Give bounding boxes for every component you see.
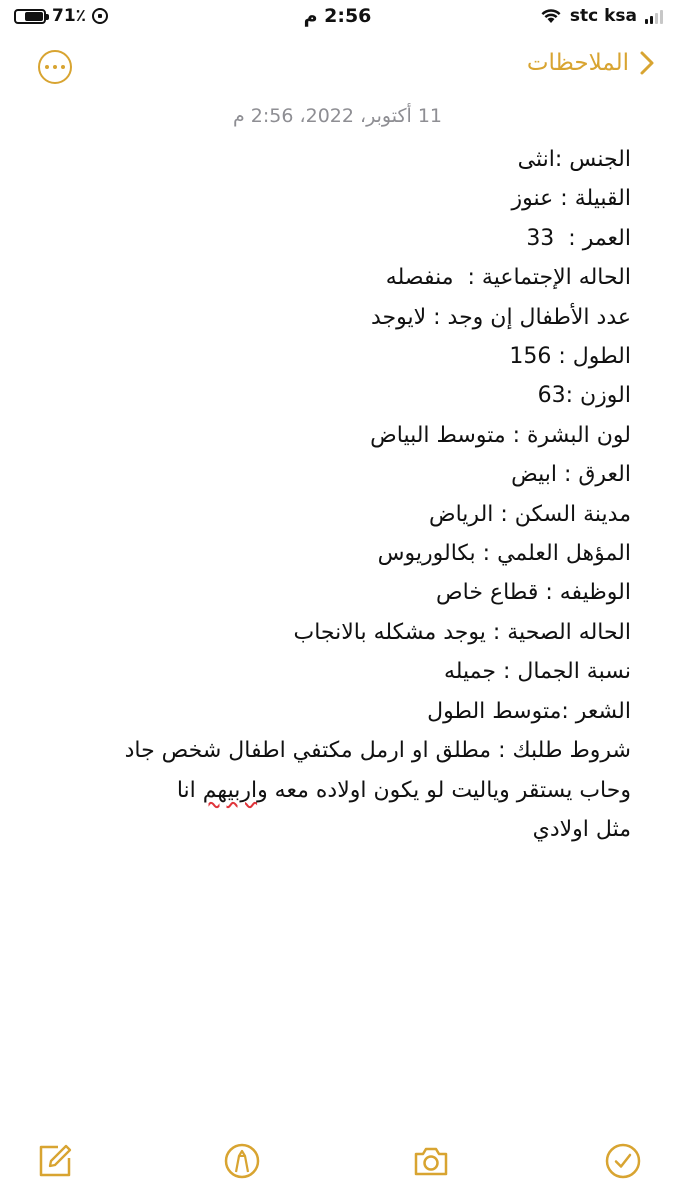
camera-icon[interactable] bbox=[412, 1142, 450, 1180]
signal-icon bbox=[645, 9, 663, 24]
note-line: الشعر :متوسط الطول bbox=[427, 698, 631, 724]
note-line: الحاله الإجتماعية : منفصله bbox=[385, 265, 631, 291]
note-line bbox=[41, 771, 631, 810]
note-line: الطول : 156 bbox=[509, 344, 631, 370]
status-time: 2:56 م bbox=[303, 5, 372, 27]
note-line: العمر : 33 bbox=[526, 225, 631, 251]
note-text: انا bbox=[176, 777, 203, 803]
note-text: وحاب يستقر وياليت لو يكون اولاده معه و bbox=[257, 777, 631, 803]
note-line: مثل اولادي bbox=[532, 816, 631, 842]
back-button[interactable] bbox=[527, 50, 655, 76]
status-right bbox=[540, 6, 663, 26]
note-line: الجنس :انثى bbox=[517, 147, 631, 172]
note-line: عدد الأطفال إن وجد : لايوجد bbox=[370, 304, 631, 330]
battery-percent: 71٪ bbox=[52, 6, 87, 26]
bottom-toolbar bbox=[0, 1130, 675, 1200]
carrier-name: stc ksa bbox=[569, 6, 637, 26]
note-line: نسبة الجمال : جميله bbox=[443, 659, 631, 685]
status-bar bbox=[0, 0, 675, 40]
note-line: الوزن :63 bbox=[537, 383, 631, 409]
back-label: الملاحظات bbox=[526, 50, 629, 76]
note-line: المؤهل العلمي : بكالوريوس bbox=[377, 541, 631, 567]
note-line: شروط طلبك : مطلق او ارمل مكتفي اطفال شخص جاد bbox=[124, 738, 631, 764]
misspelled-word[interactable]: اربيهم bbox=[202, 777, 258, 803]
markup-icon[interactable] bbox=[223, 1142, 261, 1180]
note-date: 11 أكتوبر، 2022، 2:56 م bbox=[232, 105, 443, 127]
chevron-right-icon bbox=[639, 50, 655, 76]
note-body[interactable] bbox=[41, 140, 631, 849]
note-line: العرق : ابيض bbox=[511, 462, 631, 488]
note-line: مدينة السكن : الرياض bbox=[429, 501, 631, 527]
wifi-icon bbox=[540, 8, 562, 24]
note-line: القبيلة : عنوز bbox=[511, 186, 631, 212]
note-line: الحاله الصحية : يوجد مشكله بالانجاب bbox=[293, 619, 631, 645]
note-line: الوظيفه : قطاع خاص bbox=[436, 580, 631, 606]
nav-bar bbox=[0, 48, 675, 92]
checklist-icon[interactable] bbox=[604, 1142, 642, 1180]
compose-icon[interactable] bbox=[36, 1142, 74, 1180]
note-line: لون البشرة : متوسط البياض bbox=[370, 422, 631, 448]
more-options-icon[interactable] bbox=[38, 50, 72, 84]
